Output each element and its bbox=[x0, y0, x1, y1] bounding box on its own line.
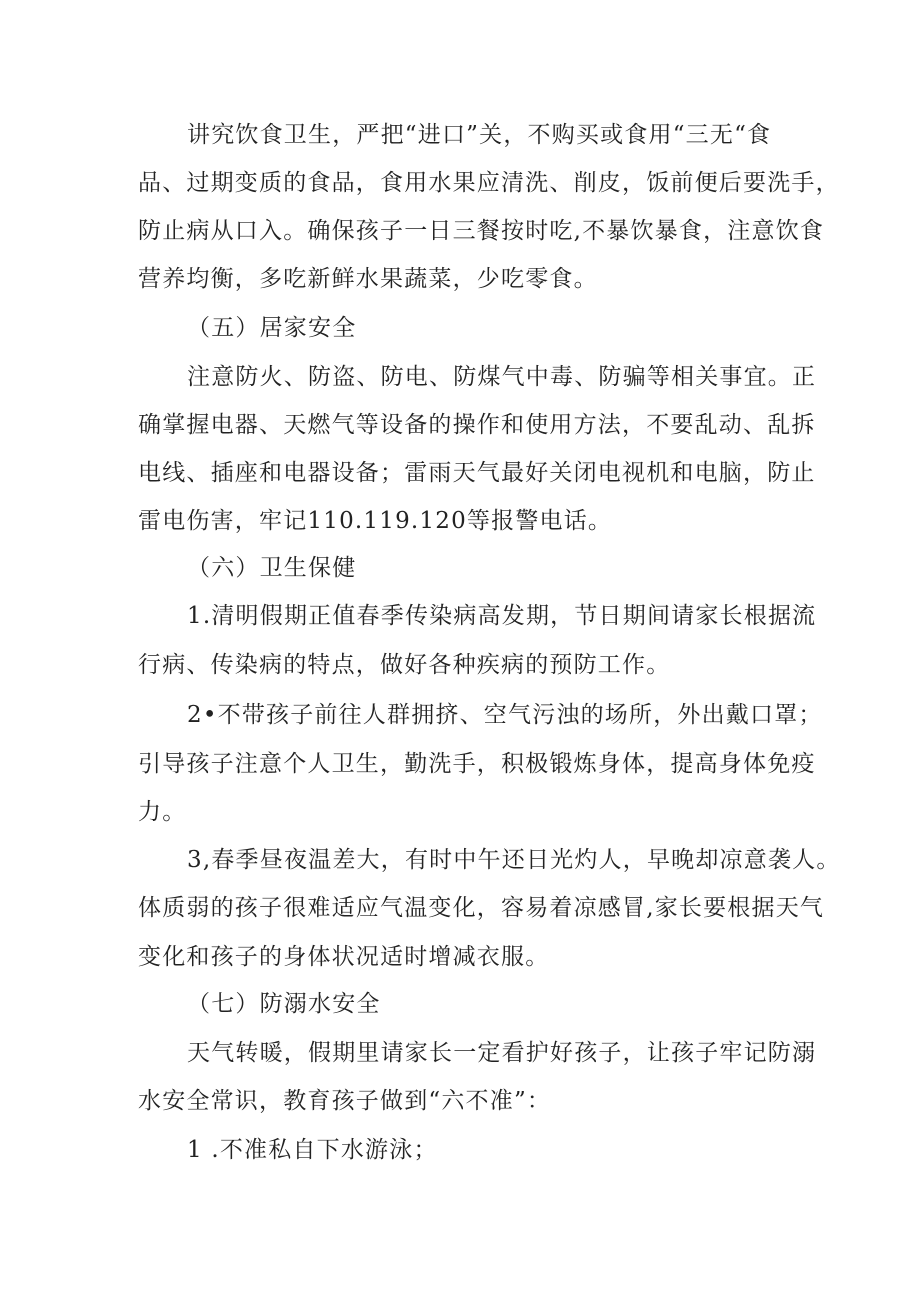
paragraph-line: 讲究饮食卫生，严把“进口”关，不购买或食用“三无“食 bbox=[187, 122, 772, 148]
paragraph-line: 2•不带孩子前往人群拥挤、空气污浊的场所，外出戴口罩； bbox=[187, 702, 823, 728]
paragraph-line: 变化和孩子的身体状况适时增减衣服。 bbox=[138, 944, 550, 970]
paragraph-line: 力。 bbox=[138, 799, 187, 825]
paragraph-line: 1.清明假期正值春季传染病高发期，节日期间请家长根据流 bbox=[187, 603, 817, 629]
paragraph-line: 体质弱的孩子很难适应气温变化，容易着凉感冒,家长要根据天气 bbox=[138, 895, 825, 921]
paragraph-line: 引导孩子注意个人卫生，勤洗手，积极锻炼身体，提高身体免疫 bbox=[138, 751, 816, 777]
paragraph-line: 3,春季昼夜温差大，有时中午还日光灼人，早晚却凉意袭人。 bbox=[187, 847, 841, 873]
paragraph-line: 品、过期变质的食品，食用水果应清洗、削皮，饭前便后要洗手， bbox=[138, 170, 840, 196]
paragraph-line: 确掌握电器、天燃气等设备的操作和使用方法，不要乱动、乱拆 bbox=[138, 412, 816, 438]
paragraph-line: 行病、传染病的特点，做好各种疾病的预防工作。 bbox=[138, 652, 671, 678]
section-heading-six: （六）卫生保健 bbox=[187, 555, 357, 581]
section-heading-five: （五）居家安全 bbox=[187, 315, 357, 341]
section-heading-seven: （七）防溺水安全 bbox=[187, 991, 381, 1017]
list-item: 1 .不准私自下水游泳； bbox=[187, 1137, 438, 1163]
paragraph-line: 营养均衡，多吃新鲜水果蔬菜，少吃零食。 bbox=[138, 266, 598, 292]
paragraph-line: 防止病从口入。确保孩子一日三餐按时吃,不暴饮暴食，注意饮食 bbox=[138, 218, 825, 244]
paragraph-line: 注意防火、防盗、防电、防煤气中毒、防骗等相关事宜。正 bbox=[187, 364, 817, 390]
paragraph-line: 天气转暖，假期里请家长一定看护好孩子，让孩子牢记防溺 bbox=[187, 1040, 817, 1066]
paragraph-line: 水安全常识，教育孩子做到“六不准”： bbox=[138, 1088, 552, 1114]
paragraph-line: 雷电伤害，牢记110.119.120等报警电话。 bbox=[138, 508, 613, 534]
paragraph-line: 电线、插座和电器设备；雷雨天气最好关闭电视机和电脑，防止 bbox=[138, 460, 816, 486]
